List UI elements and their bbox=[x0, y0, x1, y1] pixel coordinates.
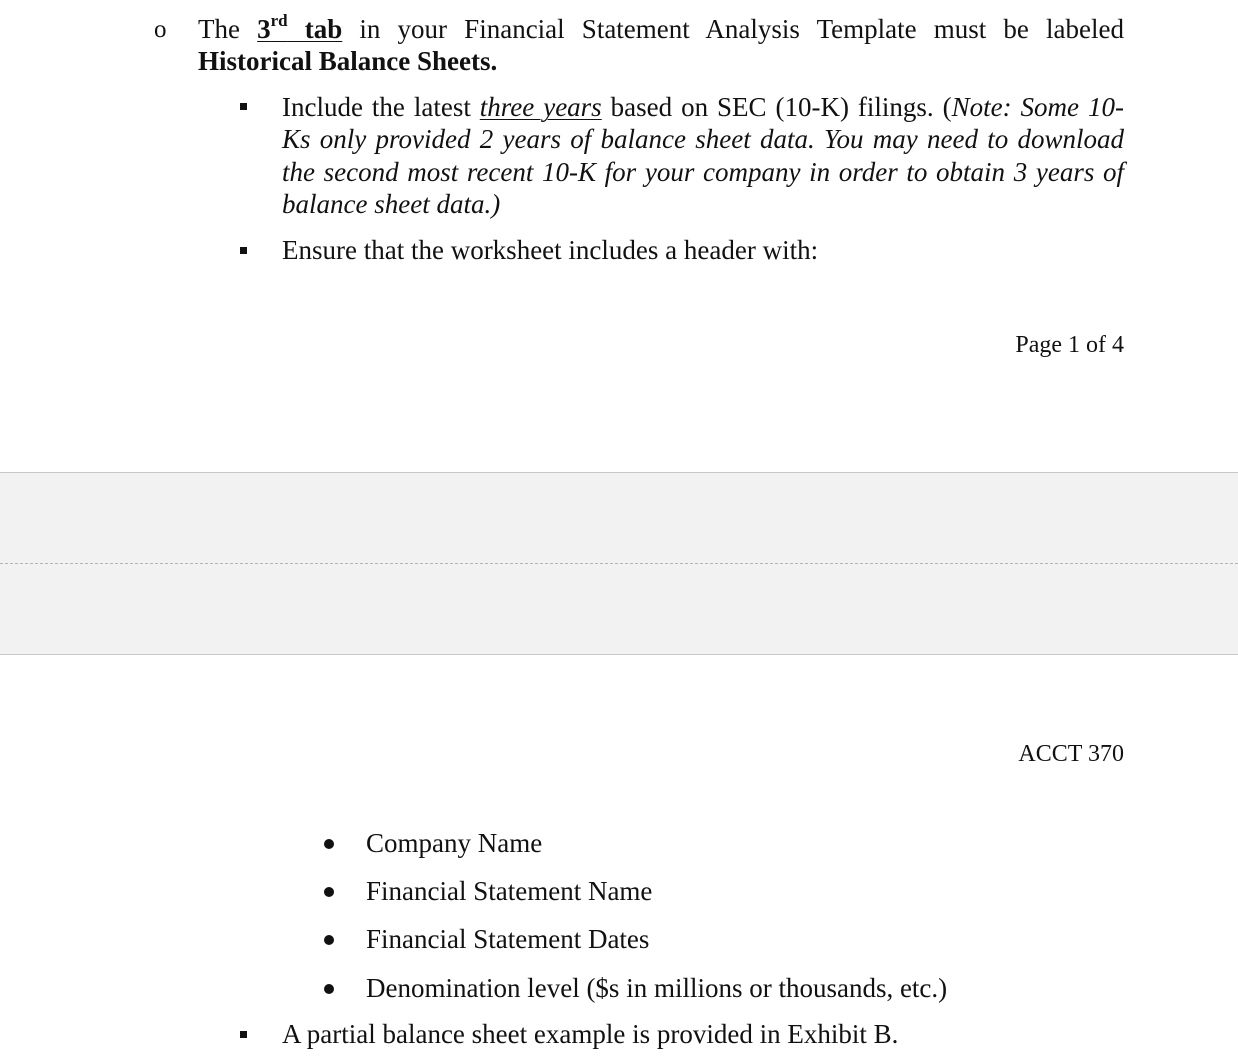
intro-tab-word: tab bbox=[287, 14, 343, 44]
header-item-company-name: Company Name bbox=[366, 828, 543, 858]
intro-text-end: in your Financial Statement Analysis Template must be labeled bbox=[342, 14, 1124, 44]
bullet-1-note-line-2: Ks only provided 2 years of balance sheet data. You may need to download bbox=[282, 124, 1124, 154]
bullet-1-line-4 bbox=[282, 188, 500, 220]
round-bullet-icon bbox=[324, 839, 334, 849]
bullet-1-line-1 bbox=[282, 91, 1124, 123]
intro-ordinal-suffix: rd bbox=[270, 11, 288, 30]
square-bullet-icon bbox=[240, 247, 247, 254]
bullet-1-text-start: Include the latest bbox=[282, 92, 480, 122]
bullet-1-text-mid: based on SEC (10-K) filings. ( bbox=[601, 92, 952, 122]
page-break-divider bbox=[0, 563, 1238, 564]
intro-line-1 bbox=[198, 13, 1124, 45]
bullet-1-note-line-3: the second most recent 10-K for your company in order to obtain 3 years of bbox=[282, 157, 1124, 187]
header-item-denomination: Denomination level ($s in millions or thousands, etc.) bbox=[366, 973, 948, 1003]
round-bullet-icon bbox=[324, 935, 334, 945]
bullet-1-line-3 bbox=[282, 156, 1124, 188]
bullet-2-text: Ensure that the worksheet includes a header with: bbox=[282, 235, 819, 265]
intro-text-start: The bbox=[198, 14, 258, 44]
bullet-1-note-start: Note: Some 10- bbox=[951, 92, 1124, 122]
page-header: ACCT 370 bbox=[1018, 741, 1124, 767]
round-bullet-icon bbox=[324, 984, 334, 994]
bullet-1-line-2 bbox=[282, 123, 1124, 155]
intro-ordinal: 3 bbox=[257, 14, 271, 44]
bullet-1-note-line-4: balance sheet data.) bbox=[282, 189, 501, 219]
header-item-statement-name: Financial Statement Name bbox=[366, 876, 653, 906]
square-bullet-icon bbox=[240, 1031, 247, 1038]
bullet-1-underlined: three years bbox=[479, 92, 602, 122]
intro-sheet-name: Historical Balance Sheets. bbox=[198, 46, 498, 76]
hollow-bullet-icon: o bbox=[154, 16, 167, 43]
header-item-statement-dates: Financial Statement Dates bbox=[366, 924, 650, 954]
round-bullet-icon bbox=[324, 887, 334, 897]
square-bullet-icon bbox=[240, 103, 247, 110]
bullet-3-text: A partial balance sheet example is provided in Exhibit B. bbox=[282, 1019, 899, 1049]
page-footer: Page 1 of 4 bbox=[1015, 332, 1124, 358]
